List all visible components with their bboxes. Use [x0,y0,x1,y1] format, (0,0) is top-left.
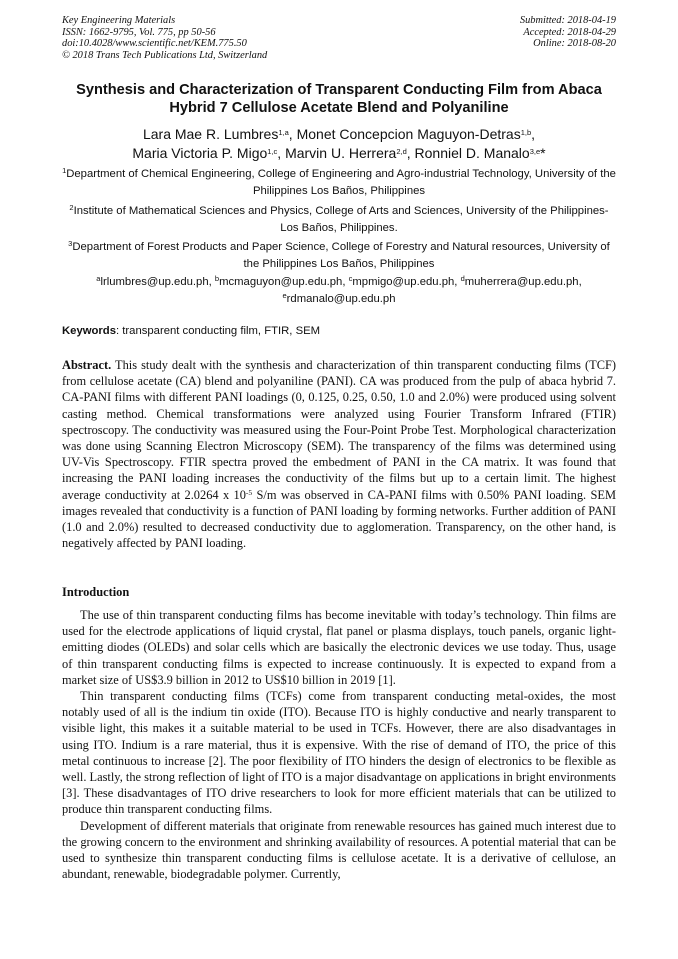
intro-paragraph-2: Thin transparent conducting films (TCFs) come from transparent conducting metal-oxides, the most notably used of all is the indium tin oxide (ITO). Because ITO is highly conductive and nearly transparent to visible light, this makes it a suitable material to be used in TCFs. However, there are also disadvantages in using ITO. Indium is a rare material, thus it is expensive. With the rise of demand of ITO, the price of this metal continuous to increase [2]. The poor flexibility of ITO hinders the design of electronics to be flexible as well. Lastly, the strong reflection of light of ITO is a major disadvantage on applications in bright environments [3]. These disadvantages of ITO drive researchers to look for more efficient materials that can be utilized to produce thin transparent conducting films. [62,689,617,817]
author-name: Maria Victoria P. Migo [132,145,268,161]
issn-line: ISSN: 1662-9795, Vol. 775, pp 50-56 [62,26,216,38]
abstract-label: Abstract. [62,358,112,372]
author-name: Marvin U. Herrera [285,145,397,161]
email-address: mcmaguyon@up.edu.ph [219,276,343,288]
abstract-text-part2: S/m was observed in CA-PANI films with 0.50% PANI loading. SEM images revealed that conductivity is a function of PANI loading by forming networks. Further addition of PANI (1.0 and 2.0%) resulted to decreased conductivity due to agglomeration. Transparency, on the other hand, is negatively affected by PANI loading. [62,487,616,551]
email-mark: b [214,274,220,283]
journal-info [62,15,267,61]
abstract-text-part1: This study dealt with the synthesis and characterization of thin transparent conducting films (TCF) from cellulose acetate (CA) blend and polyaniline (PANI). CA was produced from the pulp of abaca hybrid 7. CA-PANI films with different PANI loadings (0, 0.125, 0.25, 0.50, 1.0 and 2.0%) were produced using solvent casting method. Chemical transformations were analyzed using Fourier Transform Infrared (FTIR) spectroscopy. The conductivity was measured using the Four-Point Probe Test. Morphological characterization was done using Scanning Electron Microscopy (SEM). The transparency of the films was determined using UV-Vis Spectroscopy. FTIR spectra proved the embedment of PANI in the CA matrix. It was found that increasing the PANI loading increases the conductivity of the films but up to a certain limit. The highest average conductivity at 2.0264 x 10 [62,358,616,502]
email-address: rdmanalo@up.edu.ph [286,292,396,305]
intro-paragraph-1: The use of thin transparent conducting films has become inevitable with today’s technology. Thin films are used for the electrode applications of liquid crystal, flat panel or plasma displays, touch panels, organic light-emitting diodes (OLEDs) and solar cells which are basically the electronic devices we use today. Thus, usage of thin transparent conducting films is expected to increase continuously. It is expected to expand from a market size of US$3.9 billion in 2012 to US$10 billion in 2019 [1]. [62,608,616,687]
introduction-body [62,607,616,882]
affiliation-text: Department of Chemical Engineering, College of Engineering and Agro-industrial Technology, University of the Philippines Los Baños, Philippines [66,168,616,197]
journal-name: Key Engineering Materials [62,15,176,26]
affiliation-number: 3 [68,239,73,248]
email-separator: , [454,276,461,288]
author-affiliation-mark: 1,b [520,128,532,137]
email-mark: c [348,274,353,283]
copyright-line: © 2018 Trans Tech Publications Ltd, Switzerland [62,49,268,61]
affiliation-3 [62,239,616,272]
affiliation-2 [62,203,616,236]
author-name: Lara Mae R. Lumbres [142,126,279,142]
keywords-label: Keywords [62,325,116,337]
submitted-date: Submitted: 2018-04-19 [519,15,616,26]
author-affiliation-mark: 3,e [529,147,541,156]
author-affiliation-mark: 2,d [396,147,407,156]
paper-title: Synthesis and Characterization of Transparent Conducting Film from Abaca Hybrid 7 Cellulose Acetate Blend and Polyaniline [76,82,602,117]
affiliation-number: 1 [62,166,67,175]
doi-line: doi:10.4028/www.scientific.net/KEM.775.50 [62,38,247,50]
author-list [62,125,616,163]
email-address: mpmigo@up.edu.ph [352,276,455,288]
abstract-paragraph [62,357,616,551]
intro-paragraph-3: Development of different materials that originate from renewable resources has gained much interest due to the growing concern to the environment and shrinking availability of resources. A potential material that can be used to synthesize thin transparent conducting films is cellulose acetate. It is a derivative of cellulose, an abundant, renewable, biodegradable polymer. Currently, [62,818,616,882]
author-separator: , [277,145,286,161]
affiliation-number: 2 [69,203,74,212]
introduction-heading: Introduction [62,585,130,599]
author-separator: , [531,126,536,142]
affiliation-text: Institute of Mathematical Sciences and Physics, College of Arts and Sciences, University of the Philippines-Los Baños, Philippines. [73,205,609,234]
keywords-text: : transparent conducting film, FTIR, SEM [116,325,321,337]
publication-dates [520,15,616,50]
abstract-exponent: -5 [245,487,253,497]
keywords-line [62,324,616,338]
email-mark: a [96,274,101,283]
online-date: Online: 2018-08-20 [533,38,616,50]
author-separator: , [406,145,415,161]
email-separator: , [208,276,215,288]
author-name: Monet Concepcion Maguyon-Detras [296,126,521,142]
affiliation-text: Department of Forest Products and Paper Science, College of Forestry and Natural resources, University of the Philippines Los Baños, Philippines [72,241,610,270]
email-mark: d [460,274,465,283]
email-separator: , [578,276,582,288]
email-separator: , [342,276,349,288]
accepted-date: Accepted: 2018-04-29 [523,26,616,38]
email-list [62,274,616,307]
author-affiliation-mark: 1,a [278,128,289,137]
affiliation-1 [62,166,616,199]
corresponding-author-mark: * [540,145,546,161]
email-mark: e [282,290,287,300]
email-address: muherrera@up.edu.ph [464,276,579,288]
author-affiliation-mark: 1,c [267,147,278,156]
author-name: Ronniel D. Manalo [414,145,530,161]
author-separator: , [288,126,297,142]
email-address: lrlumbres@up.edu.ph [100,276,209,288]
